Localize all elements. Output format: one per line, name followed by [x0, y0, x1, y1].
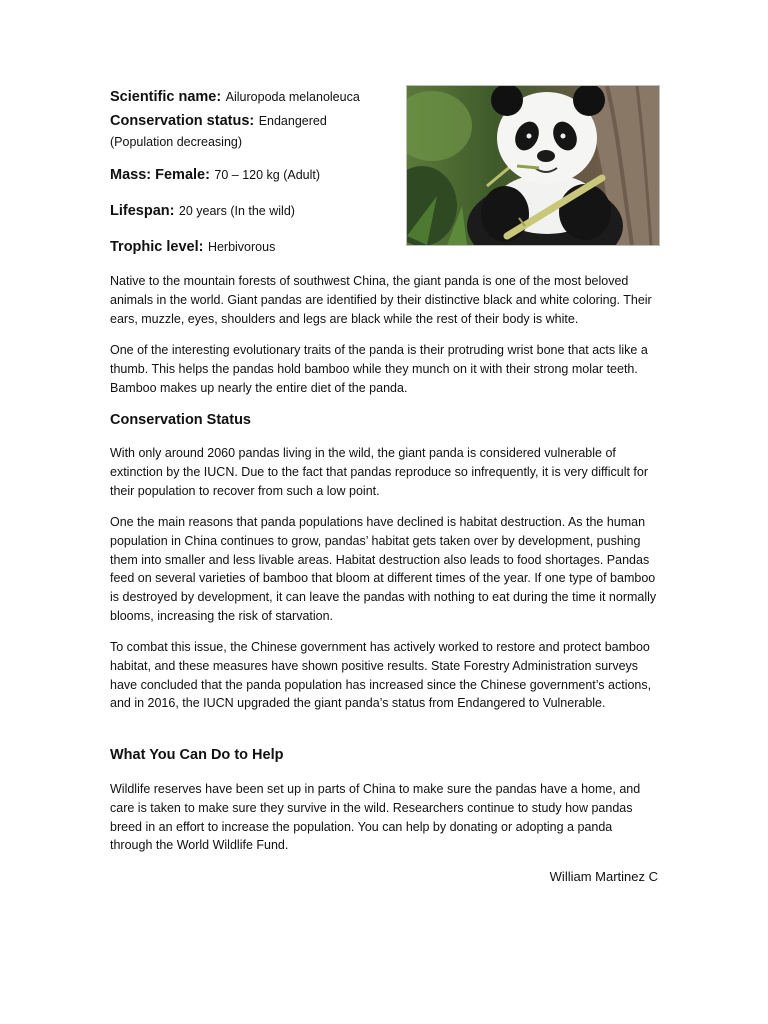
conservation-paragraph-2: One the main reasons that panda populations have declined is habitat destruction. As the human population in China continues to grow, pandas’ habitat gets taken over by development, pushing them into smaller and less livable areas. Habitat destruction also leads to food shortages. Pandas feed on several varieties of bamboo that bloom at different times of the year. If one type of bamboo is destroyed by development, it can leave the pandas with nothing to eat during the time it normally blooms, increasing the risk of starvation. [110, 515, 657, 623]
fact-label: Trophic level: [110, 239, 204, 255]
panda-illustration [407, 86, 659, 245]
author-signature: William Martinez C [549, 869, 658, 884]
fact-label: Scientific name: [110, 89, 222, 105]
section-heading-help: What You Can Do to Help [110, 747, 284, 763]
document-page [110, 0, 658, 1024]
conservation-paragraph-1: With only around 2060 pandas living in the wild, the giant panda is considered vulnerable of extinction by the IUCN. Due to the fact that pandas reproduce so infrequently, it is very difficult for their population to recover from such a low point. [110, 446, 649, 498]
fact-mass [110, 166, 320, 184]
fact-value: (Population decreasing) [110, 135, 243, 149]
panda-photo [406, 85, 660, 246]
fact-value: Ailuropoda melanoleuca [225, 90, 360, 104]
fact-trophic-level [110, 238, 275, 256]
fact-lifespan [110, 202, 295, 220]
fact-value: 20 years (In the wild) [178, 204, 295, 218]
fact-label: Conservation status: [110, 113, 255, 129]
fact-label: Mass: Female: [110, 167, 210, 183]
fact-value: Endangered [258, 114, 327, 128]
intro-paragraph-1: Native to the mountain forests of southwest China, the giant panda is one of the most beloved animals in the world. Giant pandas are identified by their distinctive black and white coloring. Their ears, muzzle, eyes, shoulders and legs are black while the rest of their body is white. [110, 274, 652, 326]
help-paragraph-1: Wildlife reserves have been set up in parts of China to make sure the pandas have a home, and care is taken to make sure they survive in the wild. Researchers continue to study how pandas breed in an effort to increase the population. You can help by donating or adopting a panda through the World Wildlife Fund. [110, 782, 641, 853]
fact-scientific-name [110, 88, 360, 106]
fact-value: Herbivorous [207, 240, 276, 254]
section-heading-conservation: Conservation Status [110, 412, 251, 428]
intro-paragraph-2: One of the interesting evolutionary traits of the panda is their protruding wrist bone that acts like a thumb. This helps the pandas hold bamboo while they munch on it with their strong molar teeth. Bamboo makes up nearly the entire diet of the panda. [110, 343, 648, 395]
fact-value: 70 – 120 kg (Adult) [214, 168, 321, 182]
fact-conservation-status [110, 112, 327, 130]
conservation-paragraph-3: To combat this issue, the Chinese government has actively worked to restore and protect bamboo habitat, and these measures have shown positive results. State Forestry Administration surveys have concluded that the panda population has increased since the Chinese government’s actions, and in 2016, the IUCN upgraded the giant panda’s status from Endangered to Vulnerable. [110, 640, 652, 711]
fact-conservation-status-note [110, 133, 242, 151]
fact-label: Lifespan: [110, 203, 175, 219]
